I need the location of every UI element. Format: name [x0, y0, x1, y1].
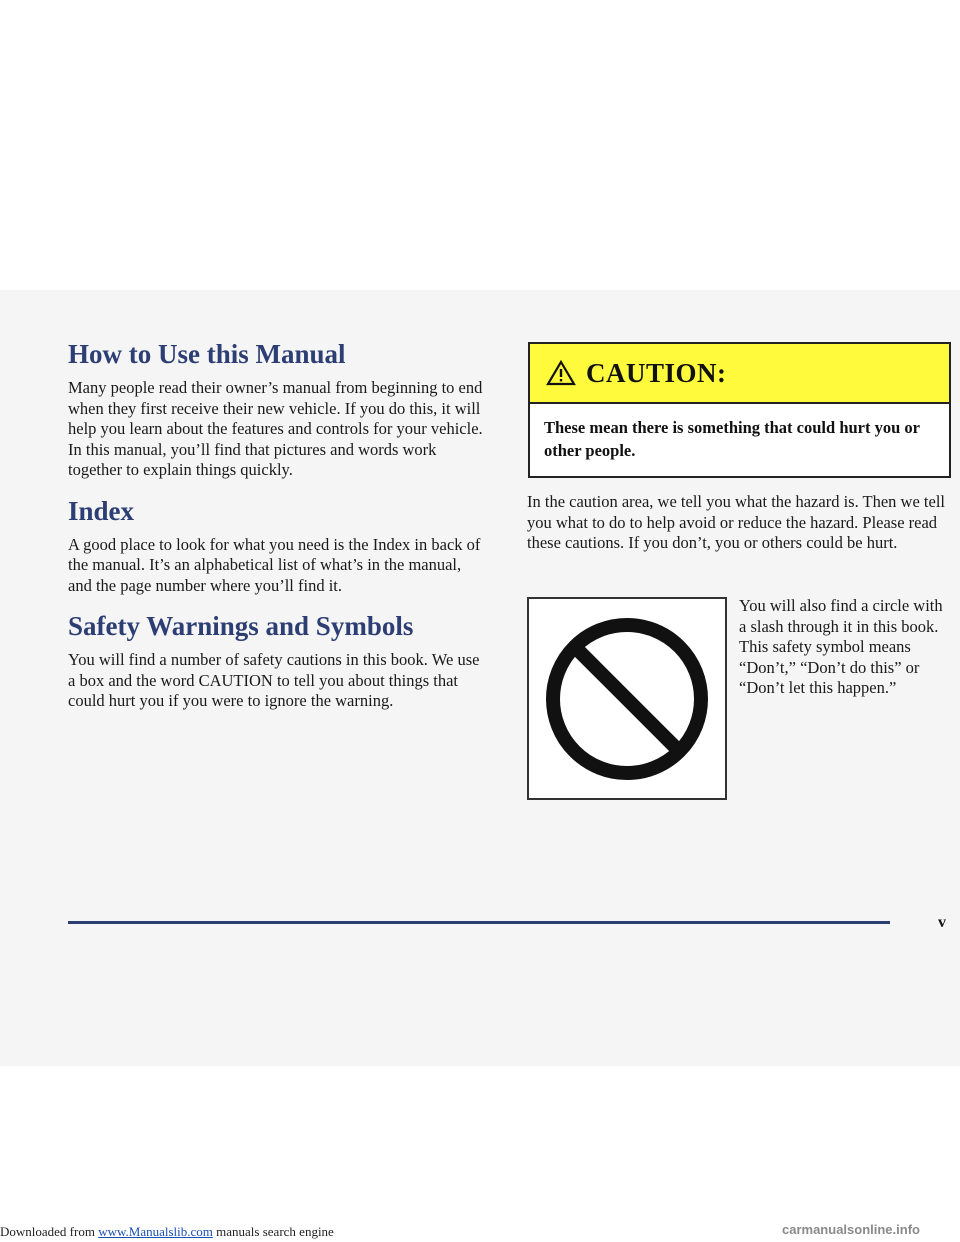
left-column — [68, 338, 488, 712]
manualslib-link[interactable]: www.Manualslib.com — [98, 1224, 213, 1239]
safety-heading: Safety Warnings and Symbols — [68, 611, 414, 641]
symbol-description — [739, 596, 949, 699]
index-heading: Index — [68, 495, 135, 526]
caution-box — [528, 342, 951, 478]
download-source-bar — [0, 1224, 334, 1240]
watermark: carmanualsonline.info — [782, 1222, 920, 1237]
caution-header — [530, 344, 949, 404]
download-prefix: Downloaded from — [0, 1224, 99, 1239]
safety-body: You will find a number of safety cautions in this book. We use a box and the word CAUTION to tell you about things that could hurt you if you were to ignore the warning. — [68, 650, 480, 710]
caution-explanation — [527, 492, 952, 554]
index-body: A good place to look for what you need is the Index in back of the manual. It’s an alphabetical list of what’s in the manual, and the page number where you’ll find it. — [68, 534, 481, 595]
symbol-box — [527, 597, 727, 800]
manual-page — [0, 290, 960, 1066]
page-number: v — [938, 914, 946, 931]
prohibition-symbol-icon — [541, 613, 713, 785]
how-to-heading: How to Use this Manual — [68, 339, 346, 369]
download-suffix: manuals search engine — [212, 1224, 334, 1239]
caution-title: CAUTION: — [586, 357, 727, 388]
footer-rule — [68, 921, 890, 924]
how-to-body: Many people read their owner’s manual from beginning to end when they first receive their new vehicle. If you do this, it will help you learn about the features and controls for your vehicle. In this manual, you’ll find that pictures and words work together to explain things quickly. — [68, 378, 483, 479]
caution-body: These mean there is something that could hurt you or other people. — [544, 418, 920, 460]
warning-triangle-icon — [546, 360, 576, 386]
caution-explanation-text: In the caution area, we tell you what the hazard is. Then we tell you what to do to help avoid or reduce the hazard. Please read these cautions. If you don’t, you or others could be hurt. — [527, 492, 945, 552]
symbol-description-text: You will also find a circle with a slash through it in this book. This safety symbol means “Don’t,” “Don’t do this” or “Don’t let this happen.” — [739, 596, 943, 697]
